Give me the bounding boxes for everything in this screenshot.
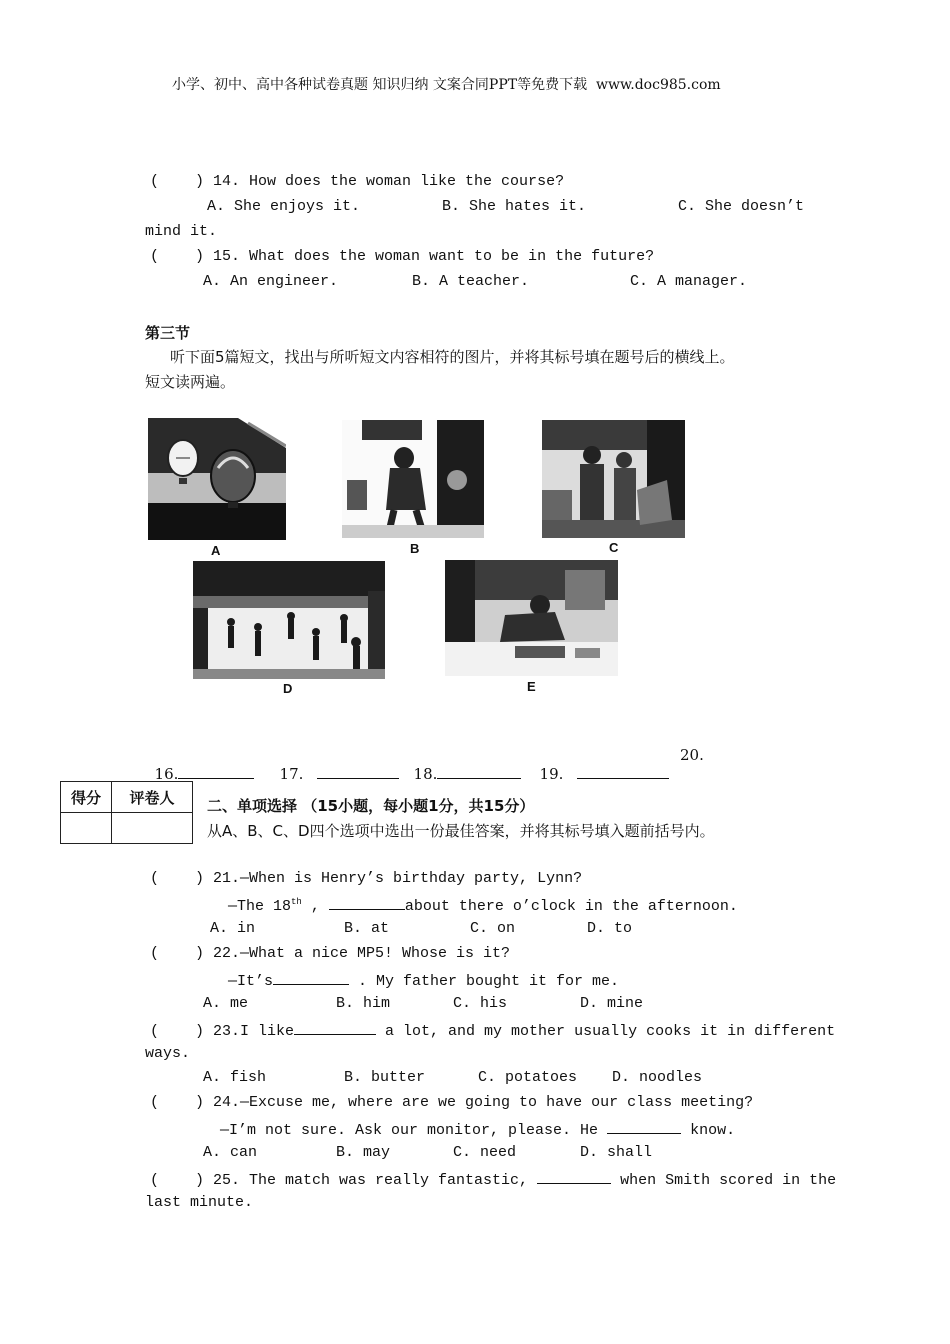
part-2-title: 二、单项选择 （15小题，每小题1分，共15分） (207, 797, 535, 815)
person-at-desk-photo (445, 560, 618, 676)
score-cell[interactable] (61, 813, 112, 844)
question-24-option-d: D. shall (580, 1144, 653, 1161)
answer-16-blank[interactable] (178, 764, 254, 779)
answer-18-label: 18. (413, 765, 438, 783)
picture-label-a: A (211, 543, 221, 558)
people-standing-photo (542, 420, 685, 538)
question-24-option-b: B. may (336, 1144, 391, 1161)
answer-20-label: 20. (680, 746, 704, 764)
people-walking-photo (342, 420, 484, 538)
question-23-option-b: B. butter (344, 1069, 426, 1086)
picture-label-e: E (527, 679, 536, 694)
question-21-stem: ( ) 21.—When is Henry’s birthday party, Lynn? (150, 870, 583, 887)
question-14-option-b: B. She hates it. (442, 198, 587, 215)
question-21-line2: —The 18th , about there o’clock in the afternoon. (228, 897, 738, 915)
question-24-line2: —I’m not sure. Ask our monitor, please. He know. (220, 1119, 735, 1139)
question-24-blank[interactable] (607, 1119, 681, 1134)
page-header: 小学、初中、高中各种试卷真题 知识归纳 文案合同PPT等免费下载 www.doc985.com (172, 77, 721, 93)
question-23-stem-cont: ways. (145, 1045, 191, 1062)
question-21-blank[interactable] (329, 895, 405, 910)
question-22-blank[interactable] (273, 970, 349, 985)
question-22-option-b: B. him (336, 995, 391, 1012)
question-15-option-c: C. A manager. (630, 273, 748, 290)
question-21-option-c: C. on (470, 920, 516, 937)
question-23-option-a: A. fish (203, 1069, 267, 1086)
answer-19-blank[interactable] (577, 764, 669, 779)
people-playing-field-photo (193, 561, 385, 679)
question-15-option-a: A. An engineer. (203, 273, 339, 290)
section-3-title: 第三节 (145, 324, 191, 342)
section-3-instruction-cont: 短文读两遍。 (145, 373, 236, 391)
picture-label-b: B (410, 541, 420, 556)
answer-17-label: 17. (279, 765, 304, 783)
question-22-option-d: D. mine (580, 995, 644, 1012)
question-23-blank[interactable] (294, 1020, 376, 1035)
question-23-option-d: D. noodles (612, 1069, 703, 1086)
grader-cell[interactable] (112, 813, 193, 844)
question-22-option-c: C. his (453, 995, 508, 1012)
question-14-stem: ( ) 14. How does the woman like the course? (150, 173, 565, 190)
question-15-option-b: B. A teacher. (412, 273, 530, 290)
grader-header: 评卷人 (112, 782, 193, 813)
question-23-stem: ( ) 23.I like a lot, and my mother usually cooks it in different (150, 1020, 835, 1040)
picture-label-c: C (609, 540, 619, 555)
answer-17-blank[interactable] (317, 764, 399, 779)
question-14-option-a: A. She enjoys it. (207, 198, 361, 215)
question-21-option-a: A. in (210, 920, 256, 937)
question-22-line2: —It’s . My father bought it for me. (228, 970, 619, 990)
question-21-option-b: B. at (344, 920, 390, 937)
question-14-option-c-cont: mind it. (145, 223, 218, 240)
question-22-stem: ( ) 22.—What a nice MP5! Whose is it? (150, 945, 511, 962)
answer-16-label: 16. (154, 765, 179, 783)
question-25-blank[interactable] (537, 1169, 611, 1184)
question-23-option-c: C. potatoes (478, 1069, 578, 1086)
section-3-instruction: 听下面5篇短文，找出与所听短文内容相符的图片，并将其标号填在题号后的横线上。 (170, 348, 735, 366)
score-table (60, 781, 193, 844)
answer-18-blank[interactable] (437, 764, 521, 779)
picture-label-d: D (283, 681, 293, 696)
question-25-stem: ( ) 25. The match was really fantastic, when Smith scored in the (150, 1169, 836, 1189)
question-15-stem: ( ) 15. What does the woman want to be in the future? (150, 248, 655, 265)
question-24-stem: ( ) 24.—Excuse me, where are we going to have our class meeting? (150, 1094, 754, 1111)
part-2-instruction: 从A、B、C、D四个选项中选出一份最佳答案，并将其标号填入题前括号内。 (207, 822, 715, 840)
score-header: 得分 (61, 782, 112, 813)
question-14-option-c: C. She doesn’t (678, 198, 805, 215)
question-25-stem-cont: last minute. (145, 1194, 254, 1211)
question-22-option-a: A. me (203, 995, 249, 1012)
question-24-option-a: A. can (203, 1144, 258, 1161)
hot-air-balloons-photo (148, 418, 286, 540)
answer-19-label: 19. (539, 765, 564, 783)
question-21-option-d: D. to (587, 920, 633, 937)
question-24-option-c: C. need (453, 1144, 517, 1161)
